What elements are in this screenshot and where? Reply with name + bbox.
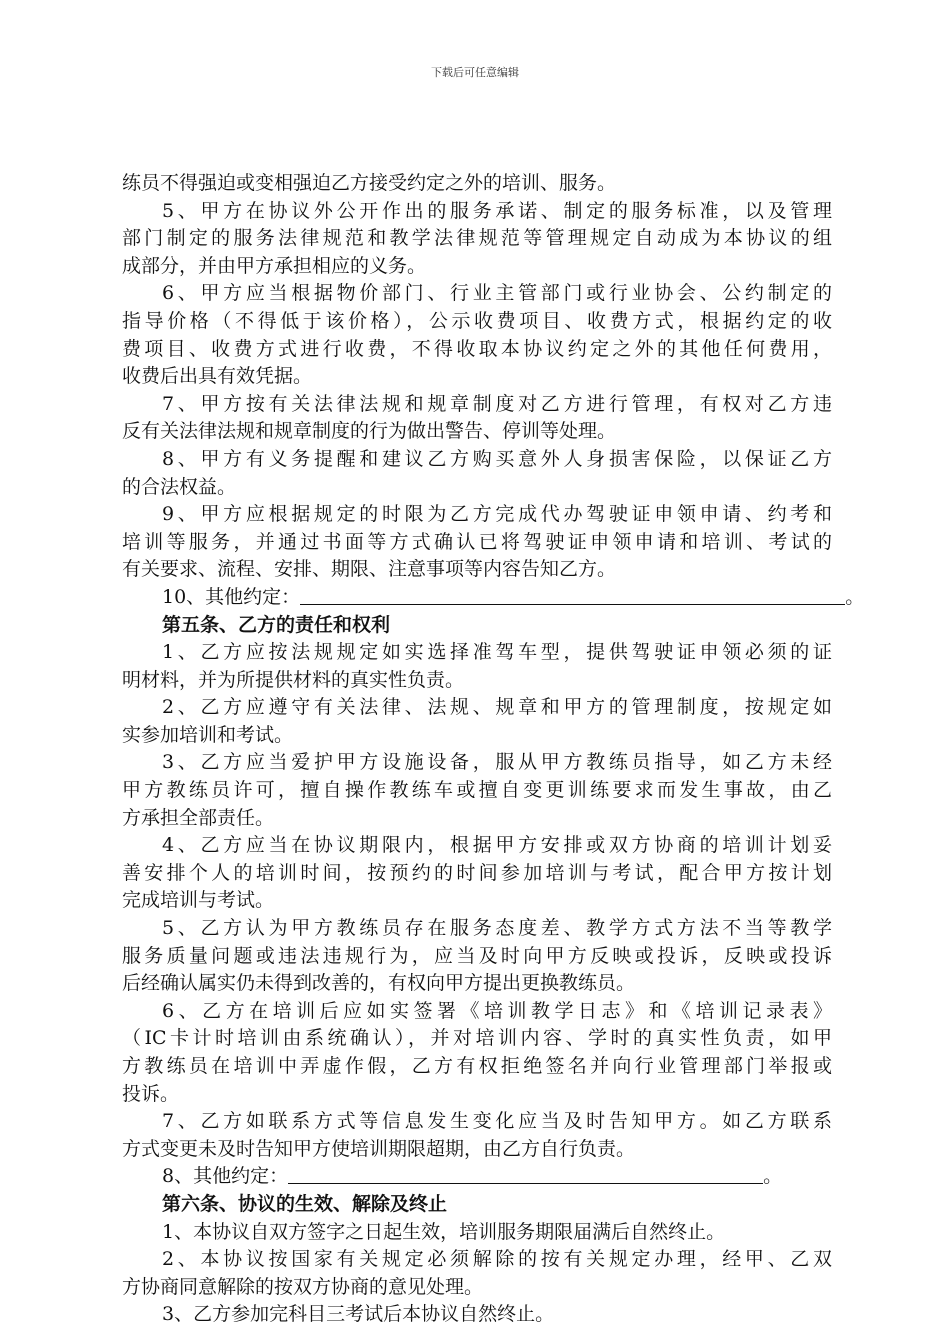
clause-5-7-line: 方式变更未及时告知甲方使培训期限超期，由乙方自行负责。 <box>122 1137 636 1160</box>
clause-4-9-line: 9、甲方应根据规定的时限为乙方完成代办驾驶证申领申请、约考和 <box>162 503 832 526</box>
clause-4-6-line: 6、甲方应当根据物价部门、行业主管部门或行业协会、公约制定的 <box>162 282 832 305</box>
clause-6-3-line: 3、乙方参加完科目三考试后本协议自然终止。 <box>162 1303 555 1326</box>
other-agreement-blank[interactable] <box>300 584 845 605</box>
clause-4-5-line: 成部分，并由甲方承担相应的义务。 <box>122 254 427 277</box>
clause-6-2-line: 2、本协议按国家有关规定必须解除的按有关规定办理，经甲、乙双 <box>162 1248 832 1271</box>
document-body <box>122 170 865 1329</box>
clause-5-7-line: 7、乙方如联系方式等信息发生变化应当及时告知甲方。如乙方联系 <box>162 1110 832 1133</box>
clause-4-9-line: 有关要求、流程、安排、期限、注意事项等内容告知乙方。 <box>122 558 617 581</box>
clause-4-8-line: 的合法权益。 <box>122 475 237 498</box>
clause-4-5-line: 部门制定的服务法律规范和教学法律规范等管理规定自动成为本协议的组 <box>122 227 832 250</box>
clause-5-4-line: 4、乙方应当在协议期限内，根据甲方安排或双方协商的培训计划妥 <box>162 834 832 857</box>
line-end-mark: 。 <box>845 585 865 608</box>
clause-5-2-line: 2、乙方应遵守有关法律、法规、规章和甲方的管理制度，按规定如 <box>162 696 832 719</box>
other-agreement-label: 10、其他约定： <box>162 585 301 608</box>
clause-5-1-line: 明材料，并为所提供材料的真实性负责。 <box>122 668 465 691</box>
clause-4-10-line <box>122 584 865 612</box>
clause-5-6-line: 投诉。 <box>122 1082 180 1105</box>
clause-5-4-line: 完成培训与考试。 <box>122 889 275 912</box>
clause-5-5-line: 后经确认属实仍未得到改善的，有权向甲方提出更换教练员。 <box>122 972 636 995</box>
clause-4-6-line: 收费后出具有效凭据。 <box>122 365 313 388</box>
clause-5-8-line <box>122 1163 832 1191</box>
other-agreement-label: 8、其他约定： <box>162 1165 289 1188</box>
clause-4-8-line: 8、甲方有义务提醒和建议乙方购买意外人身损害保险，以保证乙方 <box>162 447 832 470</box>
clause-6-1-line: 1、本协议自双方签字之日起生效，培训服务期限届满后自然终止。 <box>162 1220 726 1243</box>
clause-4-7-line: 反有关法律法规和规章制度的行为做出警告、停训等处理。 <box>122 420 617 443</box>
section-5-heading: 第五条、乙方的责任和权利 <box>162 613 391 636</box>
line-end-mark: 。 <box>763 1165 783 1188</box>
clause-4-6-line: 指导价格（不得低于该价格），公示收费项目、收费方式，根据约定的收 <box>122 309 832 332</box>
clause-5-5-line: 5、乙方认为甲方教练员存在服务态度差、教学方式方法不当等教学 <box>162 917 832 940</box>
clause-5-6-line: 方教练员在培训中弄虚作假，乙方有权拒绝签名并向行业管理部门举报或 <box>122 1055 832 1077</box>
clause-4-6-line: 费项目、收费方式进行收费，不得收取本协议约定之外的其他任何费用， <box>122 337 832 360</box>
clause-5-4-line: 善安排个人的培训时间，按预约的时间参加培训与考试，配合甲方按计划 <box>122 861 832 884</box>
clause-4-9-line: 培训等服务，并通过书面等方式确认已将驾驶证申领申请和培训、考试的 <box>122 530 832 553</box>
clause-5-3-line: 甲方教练员许可，擅自操作教练车或擅自变更训练要求而发生事故，由乙 <box>122 779 832 802</box>
other-agreement-blank[interactable] <box>288 1163 763 1184</box>
paragraph-line: 练员不得强迫或变相强迫乙方接受约定之外的培训、服务。 <box>122 172 617 194</box>
section-6-heading: 第六条、协议的生效、解除及终止 <box>162 1192 448 1215</box>
clause-5-3-line: 3、乙方应当爱护甲方设施设备，服从甲方教练员指导，如乙方未经 <box>162 751 832 774</box>
clause-5-3-line: 方承担全部责任。 <box>122 806 275 829</box>
clause-6-2-line: 方协商同意解除的按双方协商的意见处理。 <box>122 1275 484 1298</box>
clause-5-1-line: 1、乙方应按法规规定如实选择准驾车型，提供驾驶证申领必须的证 <box>162 641 832 664</box>
clause-5-6-line: 6、乙方在培训后应如实签署《培训教学日志》和《培训记录表》 <box>162 999 832 1022</box>
clause-5-2-line: 实参加培训和考试。 <box>122 723 294 746</box>
clause-4-7-line: 7、甲方按有关法律法规和规章制度对乙方进行管理，有权对乙方违 <box>162 392 832 415</box>
clause-4-5-line: 5、甲方在协议外公开作出的服务承诺、制定的服务标准，以及管理 <box>162 199 832 222</box>
header-note: 下载后可任意编辑 <box>431 66 519 79</box>
clause-5-6-line: （IC卡计时培训由系统确认），并对培训内容、学时的真实性负责，如甲 <box>122 1027 832 1050</box>
clause-5-5-line: 服务质量问题或违法违规行为，应当及时向甲方反映或投诉，反映或投诉 <box>122 944 832 967</box>
